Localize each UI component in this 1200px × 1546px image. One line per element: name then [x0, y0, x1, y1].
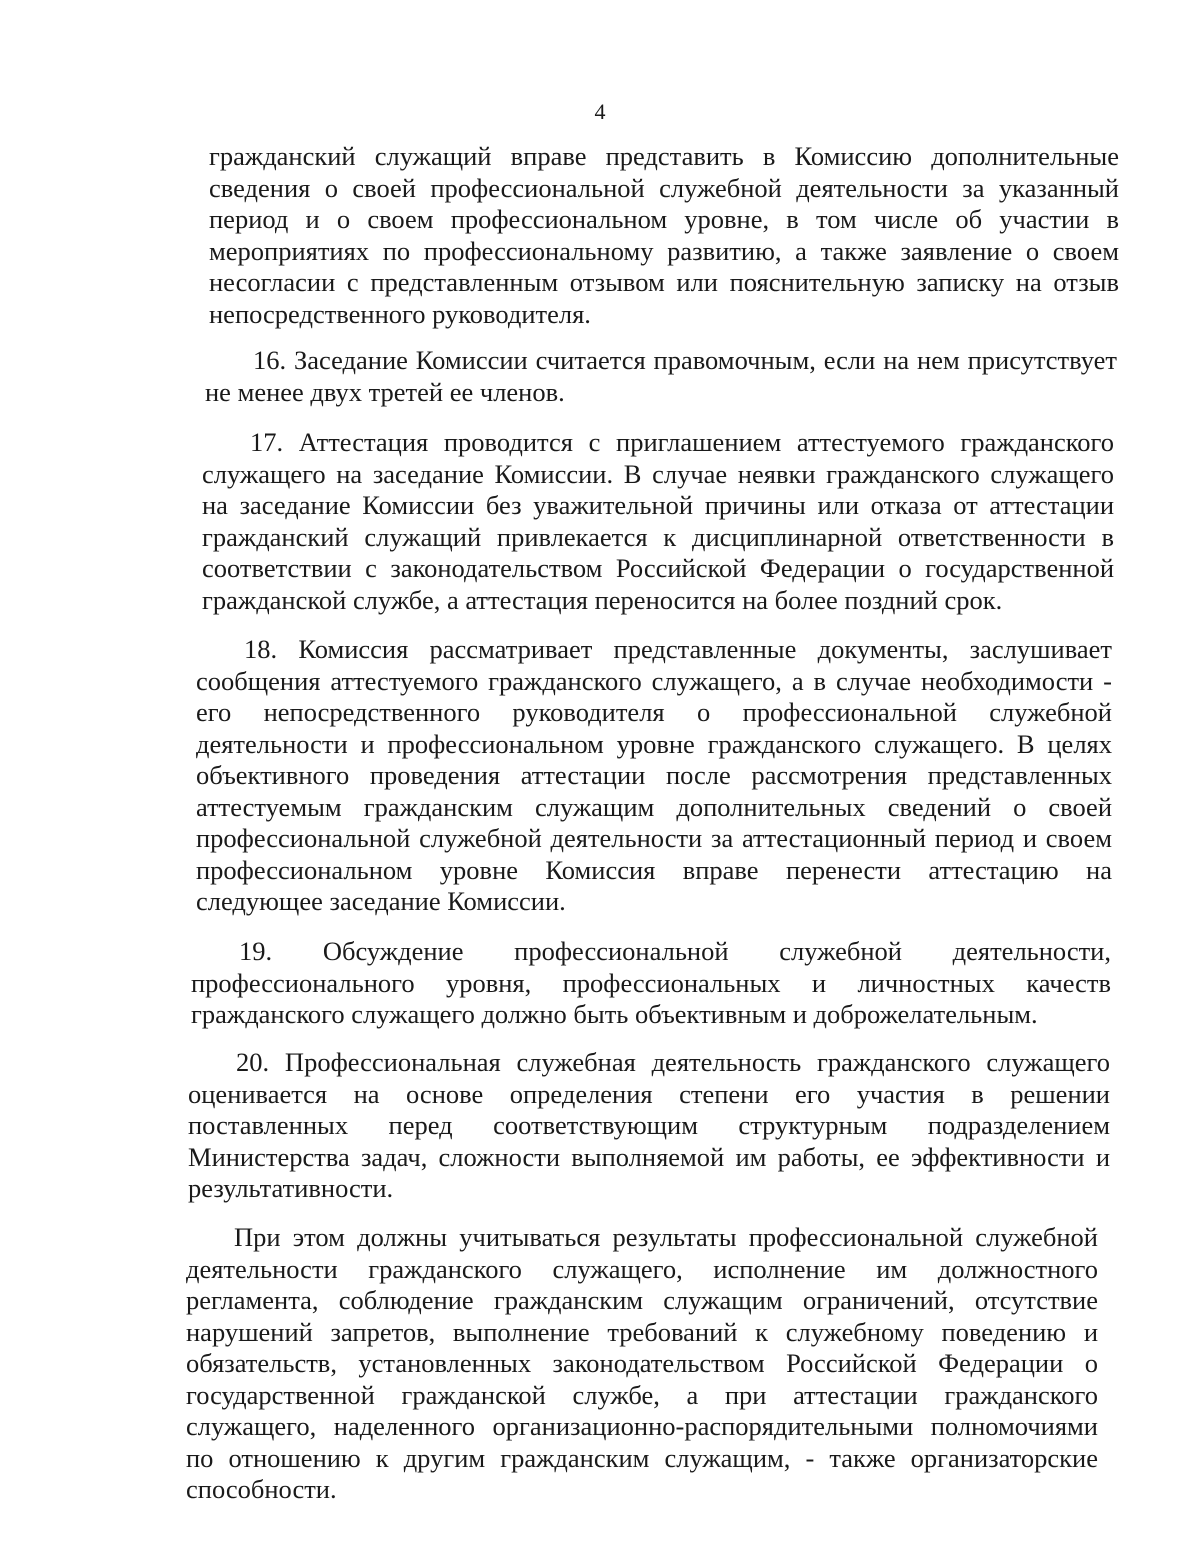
paragraph-item-17: 17. Аттестация проводится с приглашением аттестуемого гражданского служащего на заседание Комиссии. В случае неявки гражданского служащего на заседание Комиссии без уважительной причины или отказа от аттестации гражданский служащий привлекается к дисциплинарной ответственности в соответствии с законодательством Российской Федерации о государственной гражданской службе, а аттестация переносится на более поздний срок. — [202, 427, 1114, 615]
paragraph-item-16: 16. Заседание Комиссии считается правомочным, если на нем присутствует не менее двух третей ее членов. — [205, 345, 1117, 407]
paragraph-item-18: 18. Комиссия рассматривает представленные документы, заслушивает сообщения аттестуемого гражданского служащего, а в случае необходимости - его непосредственного руководителя о профессиональной служебной деятельности и профессиональном уровне гражданского служащего. В целях объективного проведения аттестации после рассмотрения представленных аттестуемым гражданским служащим дополнительных сведений о своей профессиональной служебной деятельности за аттестационный период и своем профессиональном уровне Комиссия вправе перенести аттестацию на следующее заседание Комиссии. — [196, 634, 1112, 916]
page-number: 4 — [594, 99, 606, 124]
paragraph-continuation: гражданский служащий вправе представить в Комиссию дополнительные сведения о своей профессиональной служебной деятельности за указанный период и о своем профессиональном уровне, в том числе об участии в мероприятиях по профессиональному развитию, а также заявление о своем несогласии с представленным отзывом или пояснительную записку на отзыв непосредственного руководителя. — [209, 141, 1119, 329]
paragraph-item-19: 19. Обсуждение профессиональной служебной деятельности, профессионального уровня, профессиональных и личностных качеств гражданского служащего должно быть объективным и доброжелательным. — [191, 936, 1111, 1029]
paragraph-item-20: 20. Профессиональная служебная деятельность гражданского служащего оценивается на основе определения степени его участия в решении поставленных перед соответствующим структурным подразделением Министерства задач, сложности выполняемой им работы, ее эффективности и результативности. — [188, 1047, 1110, 1203]
paragraph-final: При этом должны учитываться результаты профессиональной служебной деятельности гражданского служащего, исполнение им должностного регламента, соблюдение гражданским служащим ограничений, отсутствие нарушений запретов, выполнение требований к служебному поведению и обязательств, установленных законодательством Российской Федерации о государственной гражданской службе, а при аттестации гражданского служащего, наделенного организационно-распорядительными полномочиями по отношению к другим гражданским служащим, - также организаторские способности. — [186, 1222, 1098, 1504]
